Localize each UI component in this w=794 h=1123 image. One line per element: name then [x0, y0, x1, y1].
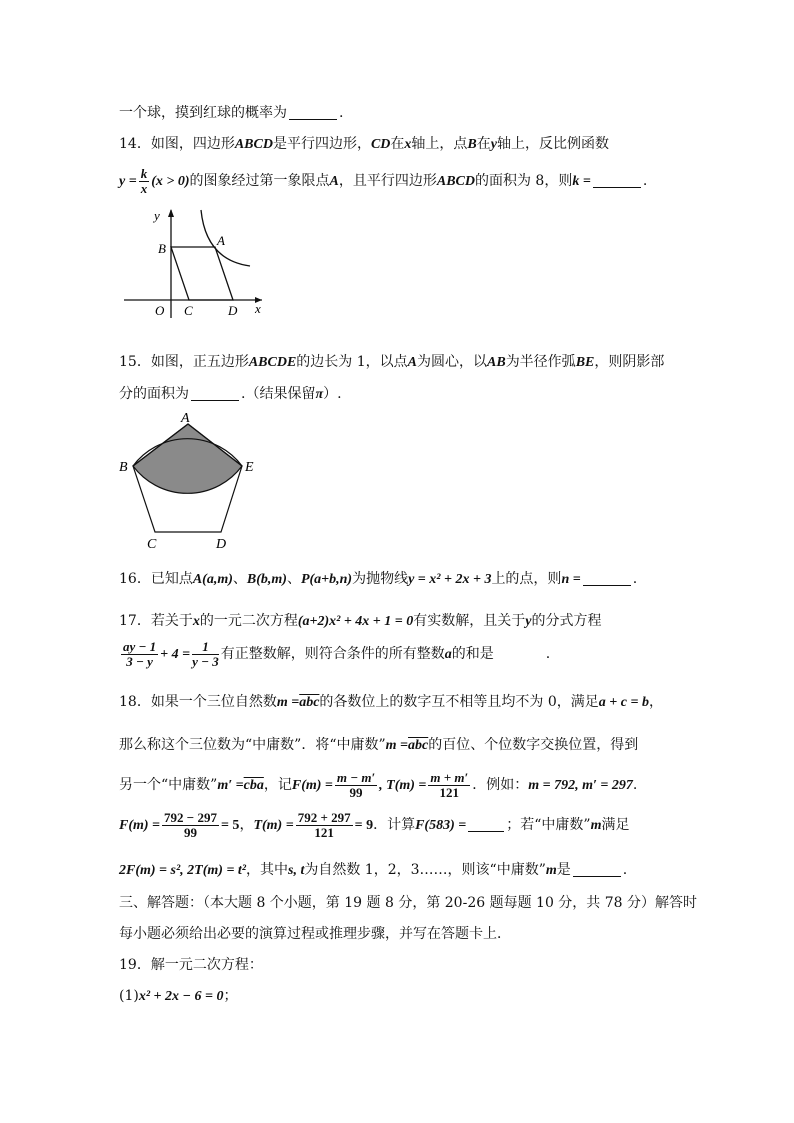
q17-line1: 17．若关于x的一元二次方程(a+2)x² + 4x + 1 = 0有实数解，且关于y的分式方程 — [119, 613, 602, 629]
q14-figure — [118, 204, 268, 322]
label-E: E — [245, 460, 254, 475]
q14-answer-blank[interactable] — [593, 173, 641, 188]
parallelogram — [171, 247, 233, 300]
q13-text: 一个球，摸到红球的概率为 — [119, 105, 287, 121]
q18-line1: 18．如果一个三位自然数$m =\overline{abc}$的各数位上的数字互不相等且均不为 0，满足a + c = b， — [119, 694, 663, 710]
q18-line2: 那么称这个三位数为“中庸数”．将“中庸数”m $=\overline{abc}$的百位、个位数字交换位置，得到 — [119, 737, 639, 753]
q14-line1: 14．如图，四边形ABCD是平行四边形，CD在x轴上，点B在y轴上，反比例函数 — [119, 136, 609, 152]
q18-T-example-fraction: $\frac{792 + 297}{121}$ — [297, 809, 351, 840]
section3-line1: 三、解答题：（本大题 8 个小题，第 19 题 8 分，第 20-26 题每题 10 分，共 78 分）解答时 — [119, 895, 698, 911]
label-D: D — [216, 537, 227, 552]
q19-title: 19．解一元二次方程： — [119, 957, 263, 973]
q15-line1: 15．如图，正五边形ABCDE的边长为 1，以点A为圆心，以AB为半径作弧BE，则阴影部 — [119, 354, 665, 370]
y-axis-arrow — [168, 209, 174, 217]
q18-T-fraction: $\frac{m + m'}{121}$ — [430, 769, 469, 800]
q14-line2: y = $\frac{k}{x}$ (x > 0)的图象经过第一象限点A，且平行四边形ABCD的面积为 8，则k = . — [119, 165, 648, 196]
label-O: O — [155, 303, 165, 318]
q18-line3: 另一个“中庸数”m′ $=\overline{cba}$，记F(m) = $\frac{m - m'}{99}$ , T(m) = $\frac{m + m'}{121}$ ．例如：m = 792, m′ = 297. — [119, 769, 638, 800]
hyperbola-curve — [201, 210, 250, 266]
q16-answer-blank[interactable] — [583, 571, 631, 586]
q17-fraction-1: $\frac{ay - 1}{3 - y}$ — [123, 638, 157, 669]
label-B: B — [158, 241, 166, 256]
label-C: C — [147, 537, 157, 552]
q18-F583-answer-blank[interactable] — [468, 817, 504, 832]
q19-part1: (1)x² + 2x − 6 = 0； — [119, 988, 238, 1004]
label-A: A — [217, 233, 225, 248]
q18-line4: F(m) = $\frac{792 - 297}{99}$ = 5，T(m) = $\frac{792 + 297}{121}$ = 9．计算F(583) = ；若“中庸数”m满足 — [119, 809, 630, 840]
q13-answer-blank[interactable] — [289, 105, 337, 120]
label-B: B — [119, 460, 128, 475]
q13-tail-line: 一个球，摸到红球的概率为 . — [119, 105, 344, 121]
label-C: C — [184, 303, 193, 318]
label-D: D — [228, 303, 238, 318]
q18-m-answer-blank[interactable] — [573, 862, 621, 877]
section3-line2: 每小题必须给出必要的演算过程或推理步骤，并写在答题卡上． — [119, 926, 511, 942]
q18-line5: 2F(m) = s², 2T(m) = t²，其中s, t为自然数 1，2，3……，则该“中庸数”m是 . — [119, 862, 628, 878]
label-x: x — [255, 301, 261, 316]
q14-func-fraction: $\frac{k}{x}$ — [140, 165, 148, 196]
label-A: A — [181, 411, 190, 426]
q16-line: 16．已知点A(a,m)、B(b,m)、P(a+b,n)为抛物线y = x² + 2x + 3上的点，则n = . — [119, 571, 638, 587]
q15-answer-blank[interactable] — [191, 386, 239, 401]
q17-line2: $\frac{ay - 1}{3 - y}$ + 4 = $\frac{1}{y - 3}$ 有正整数解，则符合条件的所有整数a的和是 . — [123, 638, 551, 669]
q17-answer-blank[interactable] — [496, 647, 544, 661]
q17-fraction-2: $\frac{1}{y - 3}$ — [192, 638, 219, 669]
q15-line2: 分的面积为 .（结果保留π）. — [119, 386, 342, 402]
q18-F-example-fraction: $\frac{792 - 297}{99}$ — [164, 809, 217, 840]
shaded-region — [133, 424, 242, 493]
label-y: y — [154, 208, 160, 223]
q18-F-fraction: $\frac{m - m'}{99}$ — [336, 769, 376, 800]
q15-figure — [115, 408, 265, 552]
